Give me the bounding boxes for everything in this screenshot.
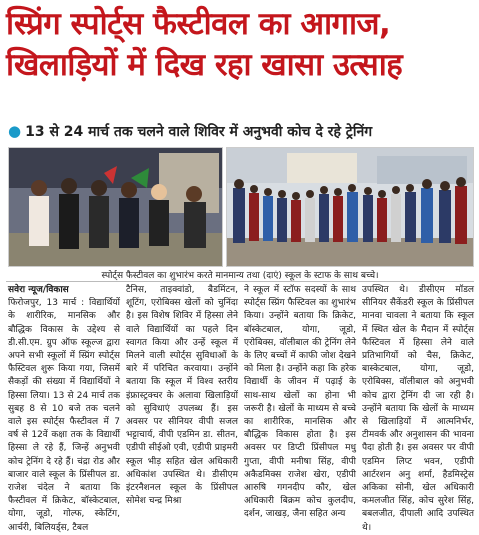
- headline: [6, 4, 474, 86]
- subheadline-text: 13 से 24 मार्च तक चलने वाले शिविर में अनुभवी कोच दे रहे ट्रेनिंग: [25, 124, 373, 140]
- article-column-4: [362, 284, 474, 533]
- article-column-4-text: उपस्थित थे। डीसीएम मॉडल सीनियर सैकेंडरी स्कूल के प्रिंसीपल मानवा चावला ने बताया कि स्कूल में स्थित खेल के मैदान में स्पोर्ट्स फैस्टिवल में हिस्सा लेने वाले प्रतिभागियों को चैस, क्रिकेट, बास्केटबाल, योगा, जूडो, एरोबिक्स, वॉलीबाल को अनुभवी कोच द्वारा ट्रेनिंग दी जा रही है। उन्होंने बताया कि खेलों के माध्यम से खिलाड़ियों में आत्मनिर्भर, टीमवर्क और अनुशासन की भावना पैदा होती है। इस अवसर पर वीपी एडमिन लिप्ट भवन, एडीपी आर्टरशन अनु शर्मा, हैडमिस्ट्रेस अकिका सोनी, खेल अधिकारी कमलजीत सिंह, कोच सुरेश सिंह, बबलजीत, दीपाली आदि उपस्थित थे।: [362, 285, 474, 533]
- bullet-icon: ●: [8, 122, 22, 140]
- photo-inauguration-illustration: [9, 148, 222, 266]
- article-column-1: [8, 284, 120, 533]
- photo-students-group-illustration: [227, 148, 473, 266]
- photo-caption: स्पोर्ट्स फैस्टीवल का शुभारंभ करते मानमान्य तथा (दाएं) स्कूल के स्टाफ के साथ बच्चे।: [101, 271, 379, 281]
- article-body: [8, 284, 474, 533]
- photo-students-group: [226, 147, 474, 267]
- article-column-2: [126, 284, 238, 507]
- article-column-2-text: टैनिस, ताइक्वांडो, बैडमिंटन, शूटिंग, एरोबिक्स खेलों को चुनिंदा है। इस विशेष शिविर में हिस्सा लेने वाले विद्यार्थियों का पहले दिन स्वागत किया और उन्हें स्कूल में मिलने वाली स्पोर्ट्स सुविधाओं के बारे में परिचित करवाया। उन्होंने बताया कि स्कूल में विश्व स्तरीय इंफ्रास्ट्रक्चर के अलावा खिलाड़ियों को सुविधाएं उपलब्ध हैं। इस अवसर पर सीनियर वीपी सजल भट्टाचार्य, वीपी एडमिन डा. सीतन, एडीपी सीईओ एवी, एडीपी प्राइमरी स्कूल भीड़ सहित खेल अधिकारी अधिकांश उपस्थित थे। डीसीएम इंटरनैशनल स्कूल के प्रिंसीपल सोमेश चन्द्र मिश्रा: [126, 285, 238, 507]
- article-column-3-text: ने स्कूल में स्टॉफ सदस्यों के साथ स्पोर्ट्स स्प्रिंग फैस्टिवल का शुभारंभ किया। उन्होंने बताया कि क्रिकेट, बॉस्केटबाल, योगा, जूडो, एरोबिक्स, वॉलीबाल की ट्रेनिंग लेने के लिए बच्चों में काफी जोश देखने को मिला है। उन्होंने कहा कि हरेक विद्यार्थी के जीवन में पढ़ाई के साथ-साथ खेलों का होना भी जरूरी है। खेलों के माध्यम से बच्चे का शारीरिक, मानसिक और बौद्धिक विकास होता है। इस अवसर पर डिप्टी प्रिंसीपल मधु गुप्ता, वीपी मनीषा सिंह, वीपी अकैडमिक्स राजेश खेरा, एडीपी आरुषि गगनदीप कौर, खेल अधिकारी बिक्रम कोच कुलदीप, दर्शन, जाखड़, जैना सहित अन्य: [244, 285, 356, 520]
- article-column-3: [244, 284, 356, 520]
- subheadline: [8, 122, 474, 141]
- photo-inauguration: [8, 147, 223, 267]
- dateline: सवेरा न्यूज/विकास: [8, 285, 69, 295]
- divider: [6, 281, 474, 282]
- article-column-1-text: फिरोजपुर, 13 मार्च : विद्यार्थियों के शारीरिक, मानसिक और बौद्धिक विकास के उद्देश्य से डी.सी.एम. ग्रुप ऑफ स्कूल्ज द्वारा अपने सभी स्कूलों में स्प्रिंग स्पोर्ट्स फैस्टिवल शुरू किया गया, जिसमें सैकड़ों की संख्या में विद्यार्थियों ने हिस्सा लिया। 13 से 24 मार्च तक सुबह 8 से 10 बजे तक चलने वाले इस स्पोर्ट्स फैस्टीवल में 7 वर्ष से 12वें कक्षा तक के विद्यार्थी हिस्सा ले रहे हैं, जिन्हें अनुभवी कोच ट्रेनिंग दे रहे हैं। चंद्रा रोड और बाजार वाले स्कूल के प्रिंसीपल डा. राजेश चंदेल ने बताया कि फैस्टीवल में क्रिकेट, बॉस्केटबाल, योगा, जूडो, गोल्फ, स्केटिंग, आर्चरी, बिलियर्ड्स, टैबल: [8, 298, 120, 533]
- headline-line-2: खिलाड़ियों में दिख रहा खासा उत्साह: [6, 47, 403, 83]
- headline-line-1: स्प्रिंग स्पोर्ट्स फैस्टीवल का आगाज,: [6, 6, 391, 42]
